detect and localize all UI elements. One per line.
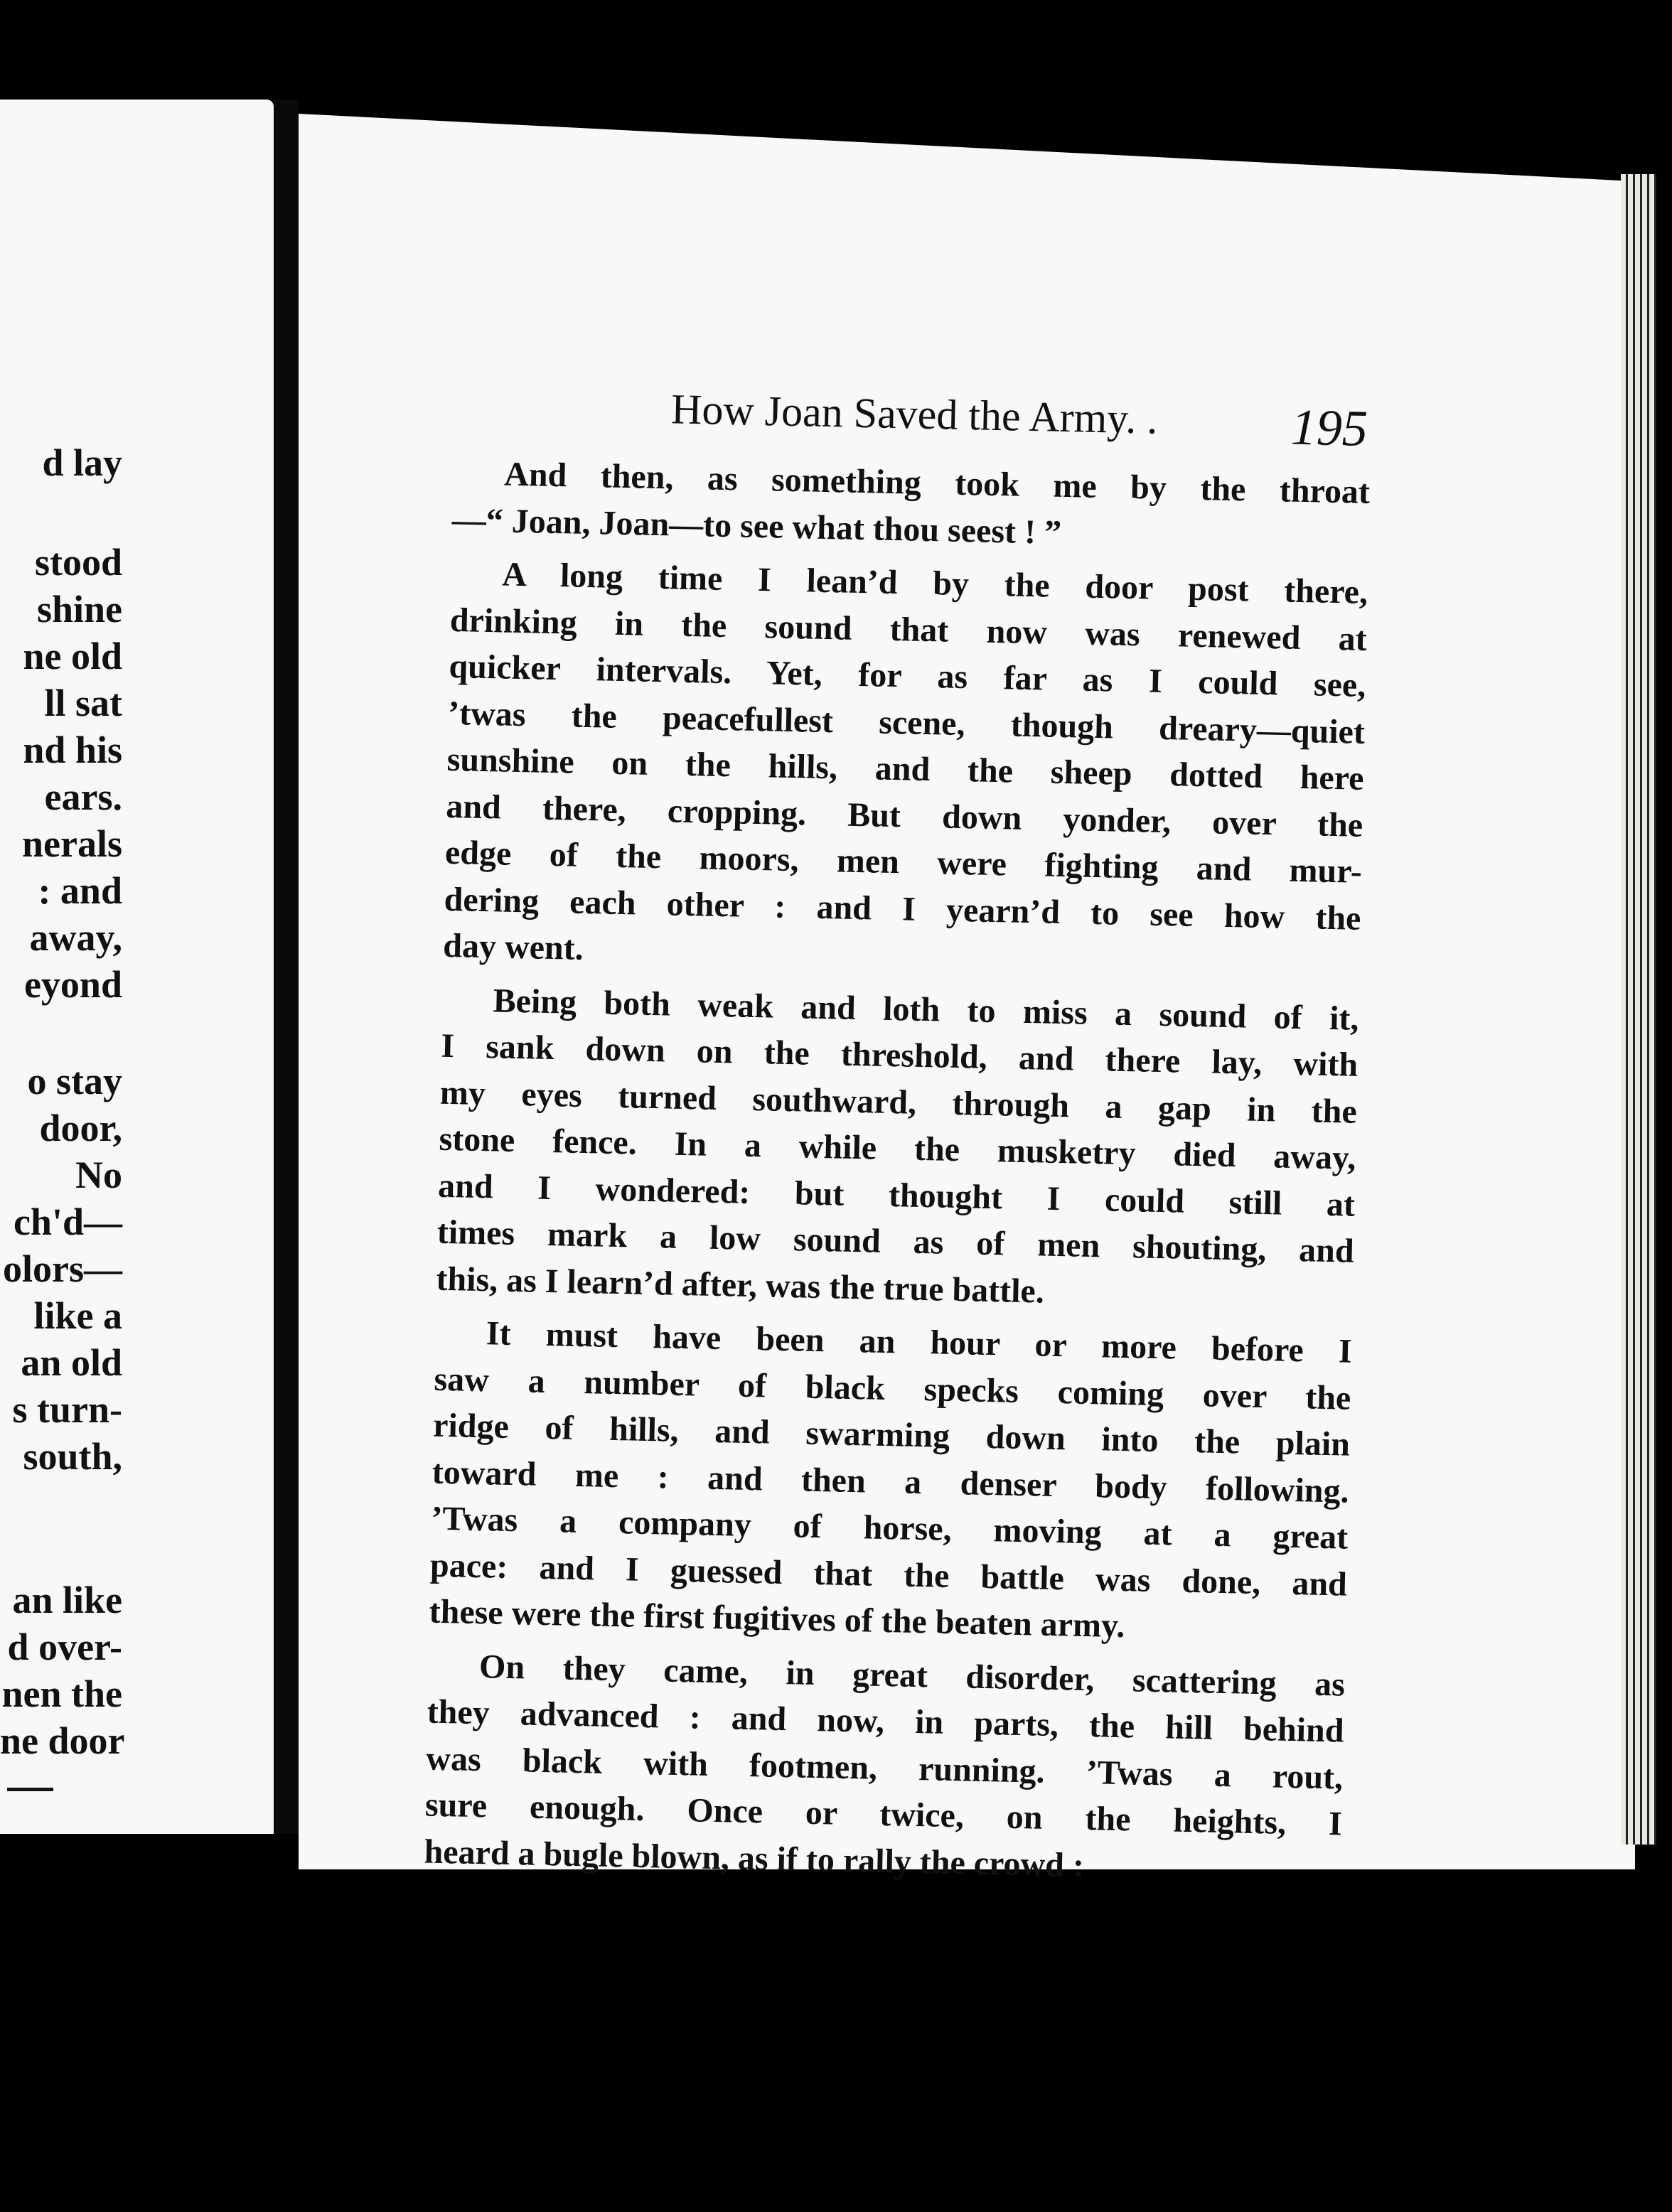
text-line: sunshine on the hills, and the sheep dotted here: [446, 740, 1365, 798]
left-page-line: d lay: [42, 441, 122, 484]
text-line: It must have been an hour or more before I: [486, 1314, 1353, 1370]
left-page-line: ne old: [23, 635, 122, 677]
left-page-line: nerals: [22, 822, 122, 865]
left-page-rule: [7, 1788, 53, 1791]
text-line: quicker intervals. Yet, for as far as I could see,: [449, 647, 1366, 704]
text-line: my eyes turned southward, through a gap in the: [439, 1073, 1358, 1131]
left-page-line: : and: [38, 869, 122, 912]
page-edges: [1621, 174, 1656, 1845]
left-page-line: olors—: [3, 1247, 122, 1290]
left-page-line: shine: [36, 588, 122, 630]
paragraph: [424, 1642, 1346, 1894]
book-spine: [274, 100, 299, 1834]
text-line: toward me : and then a denser body following.: [432, 1453, 1350, 1510]
left-page-line: d over-: [7, 1626, 122, 1668]
left-page-line: s turn-: [12, 1388, 122, 1431]
text-line: I sank down on the threshold, and there lay, with: [440, 1026, 1358, 1084]
left-page-line: an like: [12, 1579, 122, 1621]
text-line: saw a number of black specks coming over the: [434, 1360, 1351, 1417]
text-line: —“ Joan, Joan—to see what thou seest ! ”: [451, 500, 1062, 552]
paragraph: [436, 976, 1359, 1321]
left-page-line: nen the: [1, 1673, 122, 1715]
text-line: pace: and I guessed that the battle was done, and: [429, 1546, 1348, 1604]
left-page-line: nd his: [23, 729, 122, 771]
text-line: A long time I lean’d by the door post there,: [501, 555, 1368, 611]
left-page-line: ears.: [44, 775, 122, 818]
left-page-line: door,: [39, 1107, 122, 1149]
left-page-line: an old: [21, 1341, 122, 1384]
text-line: and I wondered: but thought I could still at: [437, 1166, 1356, 1224]
paragraph: [429, 1309, 1352, 1654]
text-line: sure enough. Once or twice, on the heights, I: [424, 1786, 1343, 1843]
page-number: 195: [1290, 398, 1368, 457]
left-page-line: ch'd—: [13, 1201, 122, 1243]
left-page-line: No: [75, 1154, 122, 1196]
text-line: and there, cropping. But down yonder, over the: [445, 787, 1363, 844]
left-page-line: o stay: [27, 1060, 122, 1102]
text-line: these were the first fugitives of the beaten army.: [429, 1592, 1125, 1645]
text-line: this, as I learn’d after, was the true battle.: [435, 1260, 1045, 1311]
text-line: was black with footmen, running. ’Twas a rout,: [425, 1739, 1344, 1797]
right-page-text: [424, 380, 1372, 1901]
text-line: ’twas the peacefullest scene, though dreary—quiet: [447, 694, 1366, 751]
left-page-line: eyond: [23, 963, 122, 1006]
left-page-line: away,: [29, 916, 122, 959]
text-line: ridge of hills, and swarming down into the plain: [432, 1406, 1351, 1464]
left-page: [0, 100, 274, 1834]
left-page-line: ll sat: [44, 682, 122, 724]
text-line: And then, as something took me by the throat: [503, 455, 1371, 511]
text-line: Being both weak and loth to miss a sound of it,: [493, 981, 1360, 1038]
left-page-line: stood: [34, 541, 122, 584]
text-line: heard a bugle blown, as if to rally the crowd :: [424, 1832, 1085, 1884]
running-title: How Joan Saved the Army. .: [670, 385, 1159, 443]
left-page-line: ne door: [0, 1719, 125, 1762]
paragraph: [451, 450, 1370, 562]
text-line: drinking in the sound that now was renewed at: [449, 601, 1368, 658]
text-line: dering each other : and I yearn’d to see how the: [444, 880, 1361, 938]
text-line: stone fence. In a while the musketry died away,: [439, 1120, 1356, 1177]
paragraph: [443, 550, 1368, 988]
body-text: [424, 450, 1371, 1894]
text-line: ’Twas a company of horse, moving at a great: [430, 1499, 1349, 1557]
text-line: On they came, in great disorder, scattering as: [478, 1647, 1346, 1704]
text-line: day went.: [442, 926, 584, 967]
text-line: times mark a low sound as of men shouting, and: [436, 1213, 1355, 1270]
text-line: edge of the moors, men were fighting and mur-: [444, 833, 1363, 891]
left-page-line: like a: [33, 1294, 122, 1337]
text-line: they advanced : and now, in parts, the hill behind: [427, 1692, 1345, 1750]
left-page-line: south,: [23, 1435, 122, 1478]
